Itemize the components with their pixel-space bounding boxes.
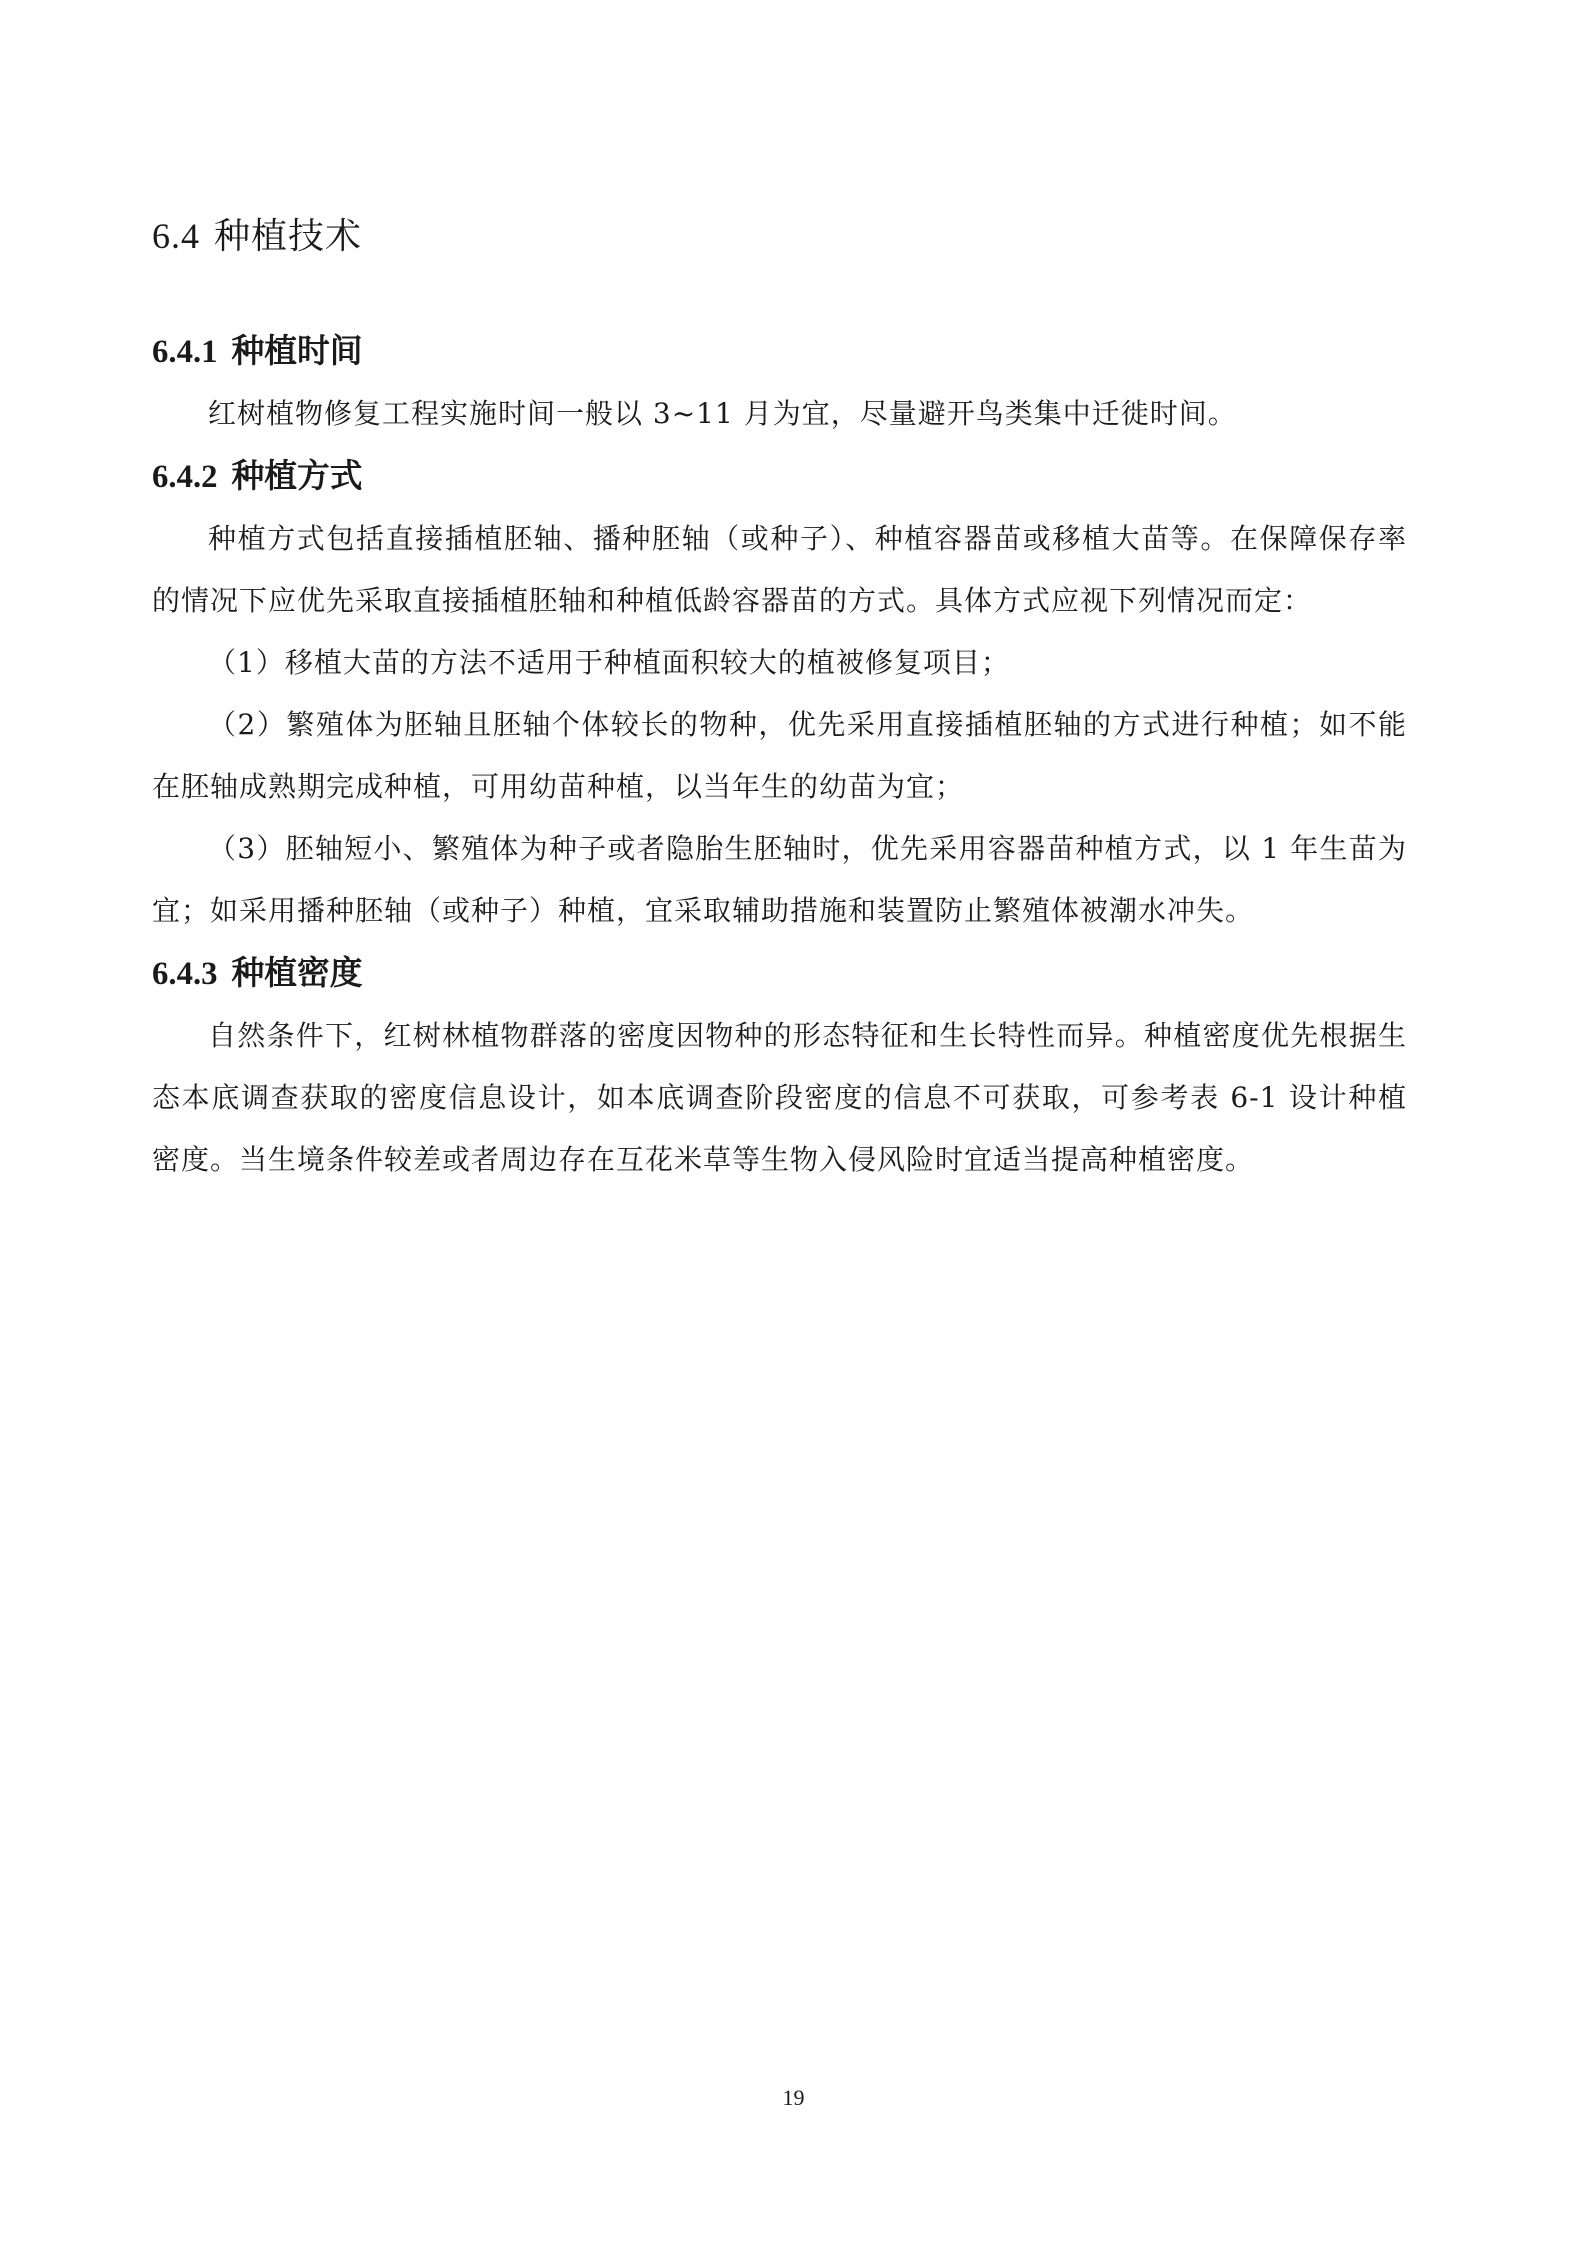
subsection-title: 种植时间 [231,331,363,370]
subsection-number: 6.4.3 [152,956,218,992]
subsection-title: 种植方式 [231,456,363,495]
list-item: （1）移植大苗的方法不适用于种植面积较大的植被修复项目； [208,646,1010,679]
section-heading [152,208,362,259]
section-number: 6.4 [152,216,200,256]
body-content [152,320,1407,1191]
section-title: 种植技术 [214,216,363,257]
paragraph: 红树植物修复工程实施时间一般以 3~11 月为宜，尽量避开鸟类集中迁徙时间。 [208,397,1237,430]
paragraph: 自然条件下，红树林植物群落的密度因物种的形态特征和生长特性而异。种植密度优先根据生态本底调查获取的密度信息设计，如本底调查阶段密度的信息不可获取，可参考表 6-1 设计种植密度。当生境条件较差或者周边存在互花米草等生物入侵风险时宜适当提高种植密度。 [152,1019,1407,1176]
subsection-heading-6-4-3 [152,942,1407,1005]
list-item: （3）胚轴短小、繁殖体为种子或者隐胎生胚轴时，优先采用容器苗种植方式，以 1 年生苗为宜；如采用播种胚轴（或种子）种植，宜采取辅助措施和装置防止繁殖体被潮水冲失。 [152,832,1407,927]
subsection-heading-6-4-1 [152,320,1407,383]
paragraph: 种植方式包括直接插植胚轴、播种胚轴（或种子）、种植容器苗或移植大苗等。在保障保存率的情况下应优先采取直接插植胚轴和种植低龄容器苗的方式。具体方式应视下列情况而定： [152,522,1407,617]
subsection-title: 种植密度 [231,953,363,992]
subsection-number: 6.4.2 [152,459,218,495]
list-item: （2）繁殖体为胚轴且胚轴个体较长的物种，优先采用直接插植胚轴的方式进行种植；如不能在胚轴成熟期完成种植，可用幼苗种植，以当年生的幼苗为宜； [152,708,1407,803]
subsection-heading-6-4-2 [152,445,1407,508]
subsection-number: 6.4.1 [152,334,218,370]
page-number: 19 [782,2085,805,2110]
